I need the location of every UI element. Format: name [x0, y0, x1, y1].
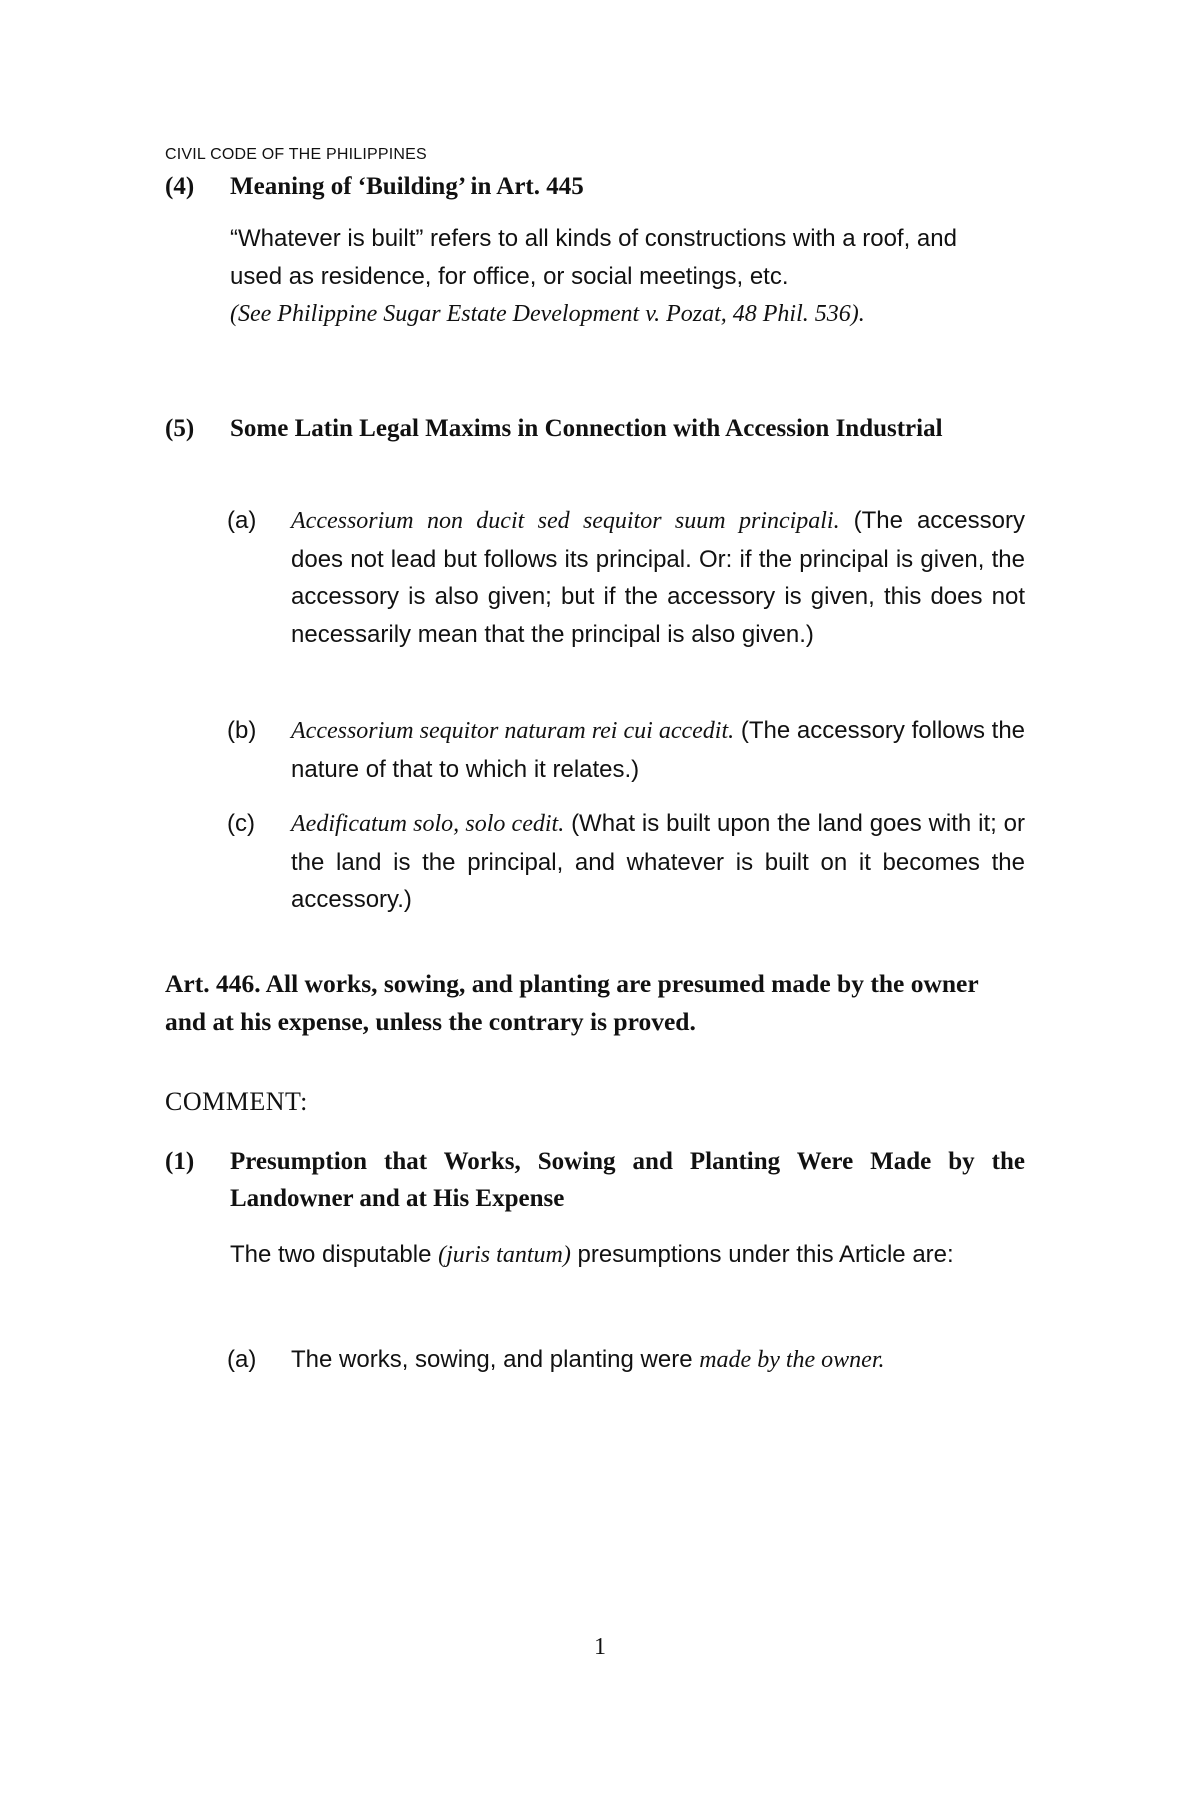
- section-title: Meaning of ‘Building’ in Art. 445: [230, 173, 584, 200]
- item-body: [291, 1341, 1025, 1380]
- section-number: (5): [165, 415, 195, 442]
- section-title: Presumption that Works, Sowing and Planting Were Made by the Landowner and at His Expense: [230, 1148, 1025, 1212]
- item-text: The works, sowing, and planting were: [291, 1346, 693, 1373]
- maxim-item-c: [227, 805, 1025, 919]
- maxim-item-a: [227, 502, 1025, 692]
- item-body: [291, 712, 1025, 788]
- comment-heading: COMMENT:: [165, 1087, 308, 1116]
- section-number: (4): [165, 173, 195, 200]
- maxim-explanation: (The accessory does not lead but follows its principal. Or: if the principal is given, the accessory is also given; but if the accessory is given, this does not necessarily mean that the principal is also given.): [291, 507, 1025, 648]
- paragraph-text-end: presumptions under this Article are:: [577, 1241, 954, 1268]
- comment-paragraph: [230, 1236, 975, 1275]
- item-label: (c): [227, 810, 255, 837]
- maxim-text: Accessorium sequitor naturam rei cui accedit.: [291, 718, 735, 744]
- maxim-item-b: [227, 712, 1025, 788]
- article-446: Art. 446. All works, sowing, and planting are presumed made by the owner and at his expense, unless the contrary is proved.: [165, 969, 979, 1036]
- presumption-item-a: [227, 1341, 1025, 1381]
- section-number: (1): [165, 1148, 195, 1175]
- paragraph-italic: (juris tantum): [438, 1242, 571, 1268]
- item-label: (a): [227, 507, 257, 534]
- maxim-explanation: (The accessory follows the nature of that to which it relates.): [291, 717, 1026, 783]
- item-body: [291, 805, 1025, 919]
- maxim-explanation: (What is built upon the land goes with it; or the land is the principal, and whatever is built on it becomes the accessory.): [291, 810, 1025, 913]
- item-label: (b): [227, 717, 257, 744]
- item-italic: made by the owner.: [699, 1347, 885, 1373]
- section-4-paragraph: [230, 220, 975, 334]
- page-number: 1: [594, 1634, 606, 1660]
- maxim-text: Aedificatum solo, solo cedit.: [291, 811, 565, 837]
- paragraph-text-start: The two disputable: [230, 1241, 432, 1268]
- item-body: [291, 502, 1025, 653]
- section-title: Some Latin Legal Maxims in Connection with Accession Industrial: [230, 415, 943, 442]
- maxim-text: Accessorium non ducit sed sequitor suum principali.: [291, 508, 840, 534]
- citation: (See Philippine Sugar Estate Development v. Pozat, 48 Phil. 536).: [230, 301, 865, 327]
- section-heading-4: [165, 168, 1025, 208]
- section-heading-5: [165, 410, 1025, 486]
- item-label: (a): [227, 1346, 257, 1373]
- paragraph-text: “Whatever is built” refers to all kinds of constructions with a roof, and used as residence, for office, or social meetings, etc.: [230, 225, 957, 290]
- running-head: CIVIL CODE OF THE PHILIPPINES: [165, 146, 427, 163]
- comment-heading-1: [165, 1143, 1025, 1219]
